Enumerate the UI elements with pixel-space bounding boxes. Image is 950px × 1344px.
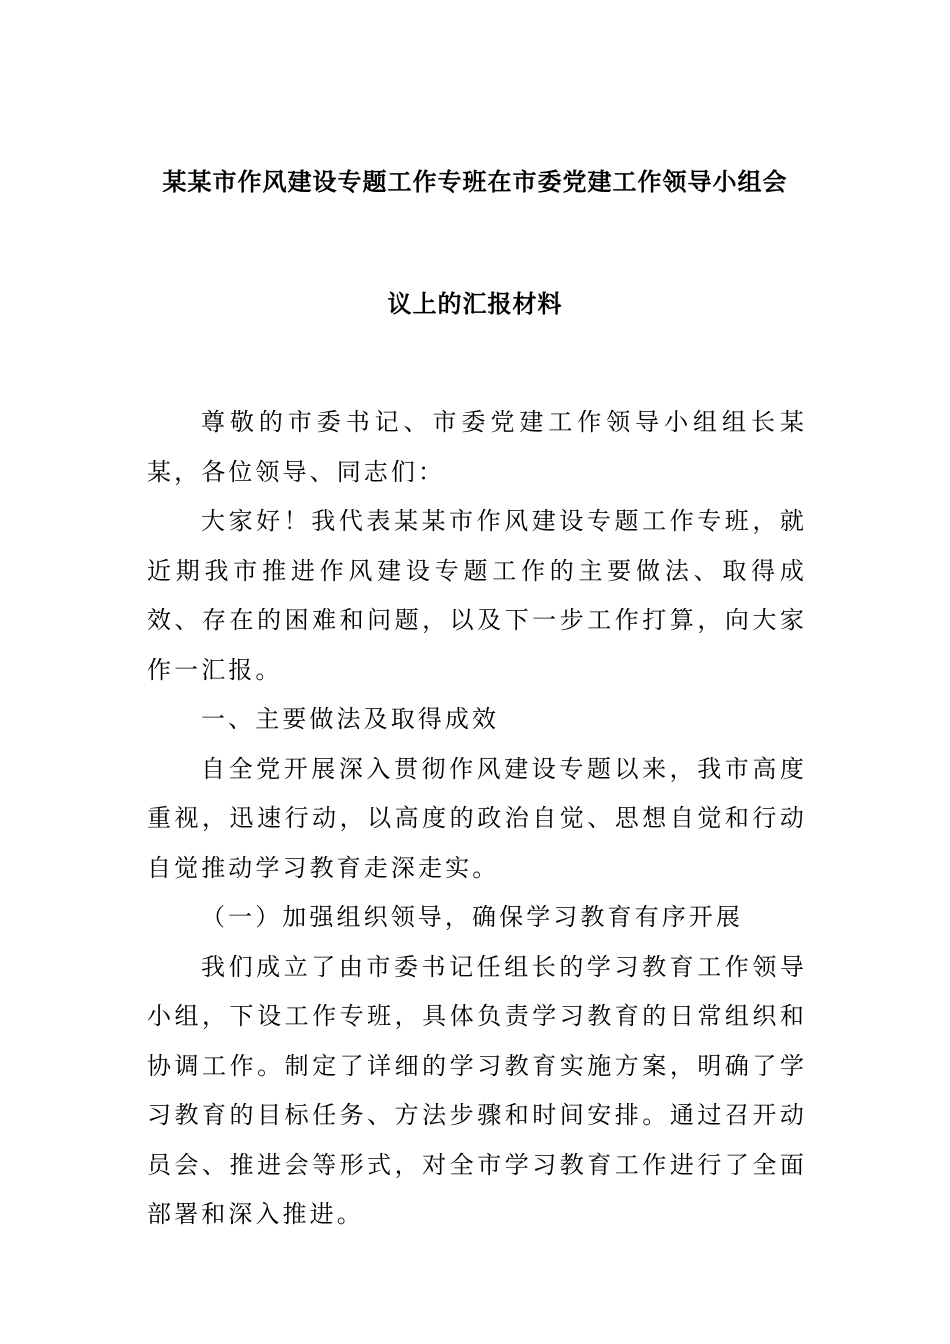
body-paragraph-overview: 自全党开展深入贯彻作风建设专题以来，我市高度重视，迅速行动，以高度的政治自觉、思想自觉和行动自觉推动学习教育走深走实。 bbox=[147, 754, 807, 882]
document-title-line-1: 某某市作风建设专题工作专班在市委党建工作领导小组会 bbox=[162, 167, 788, 196]
body-paragraph-greeting: 大家好！我代表某某市作风建设专题工作专班，就近期我市推进作风建设专题工作的主要做法、取得成效、存在的困难和问题，以及下一步工作打算，向大家作一汇报。 bbox=[147, 507, 807, 684]
subsection-heading-1: （一）加强组织领导，确保学习教育有序开展 bbox=[201, 903, 743, 931]
document-title-line-2: 议上的汇报材料 bbox=[387, 289, 563, 318]
body-paragraph-organization: 我们成立了由市委书记任组长的学习教育工作领导小组，下设工作专班，具体负责学习教育的日常组织和协调工作。制定了详细的学习教育实施方案，明确了学习教育的目标任务、方法步骤和时间安排。通过召开动员会、推进会等形式，对全市学习教育工作进行了全面部署和深入推进。 bbox=[147, 952, 807, 1228]
section-heading-1: 一、主要做法及取得成效 bbox=[201, 705, 500, 733]
salutation-paragraph: 尊敬的市委书记、市委党建工作领导小组组长某某，各位领导、同志们： bbox=[147, 408, 807, 486]
document-body bbox=[147, 398, 807, 1240]
